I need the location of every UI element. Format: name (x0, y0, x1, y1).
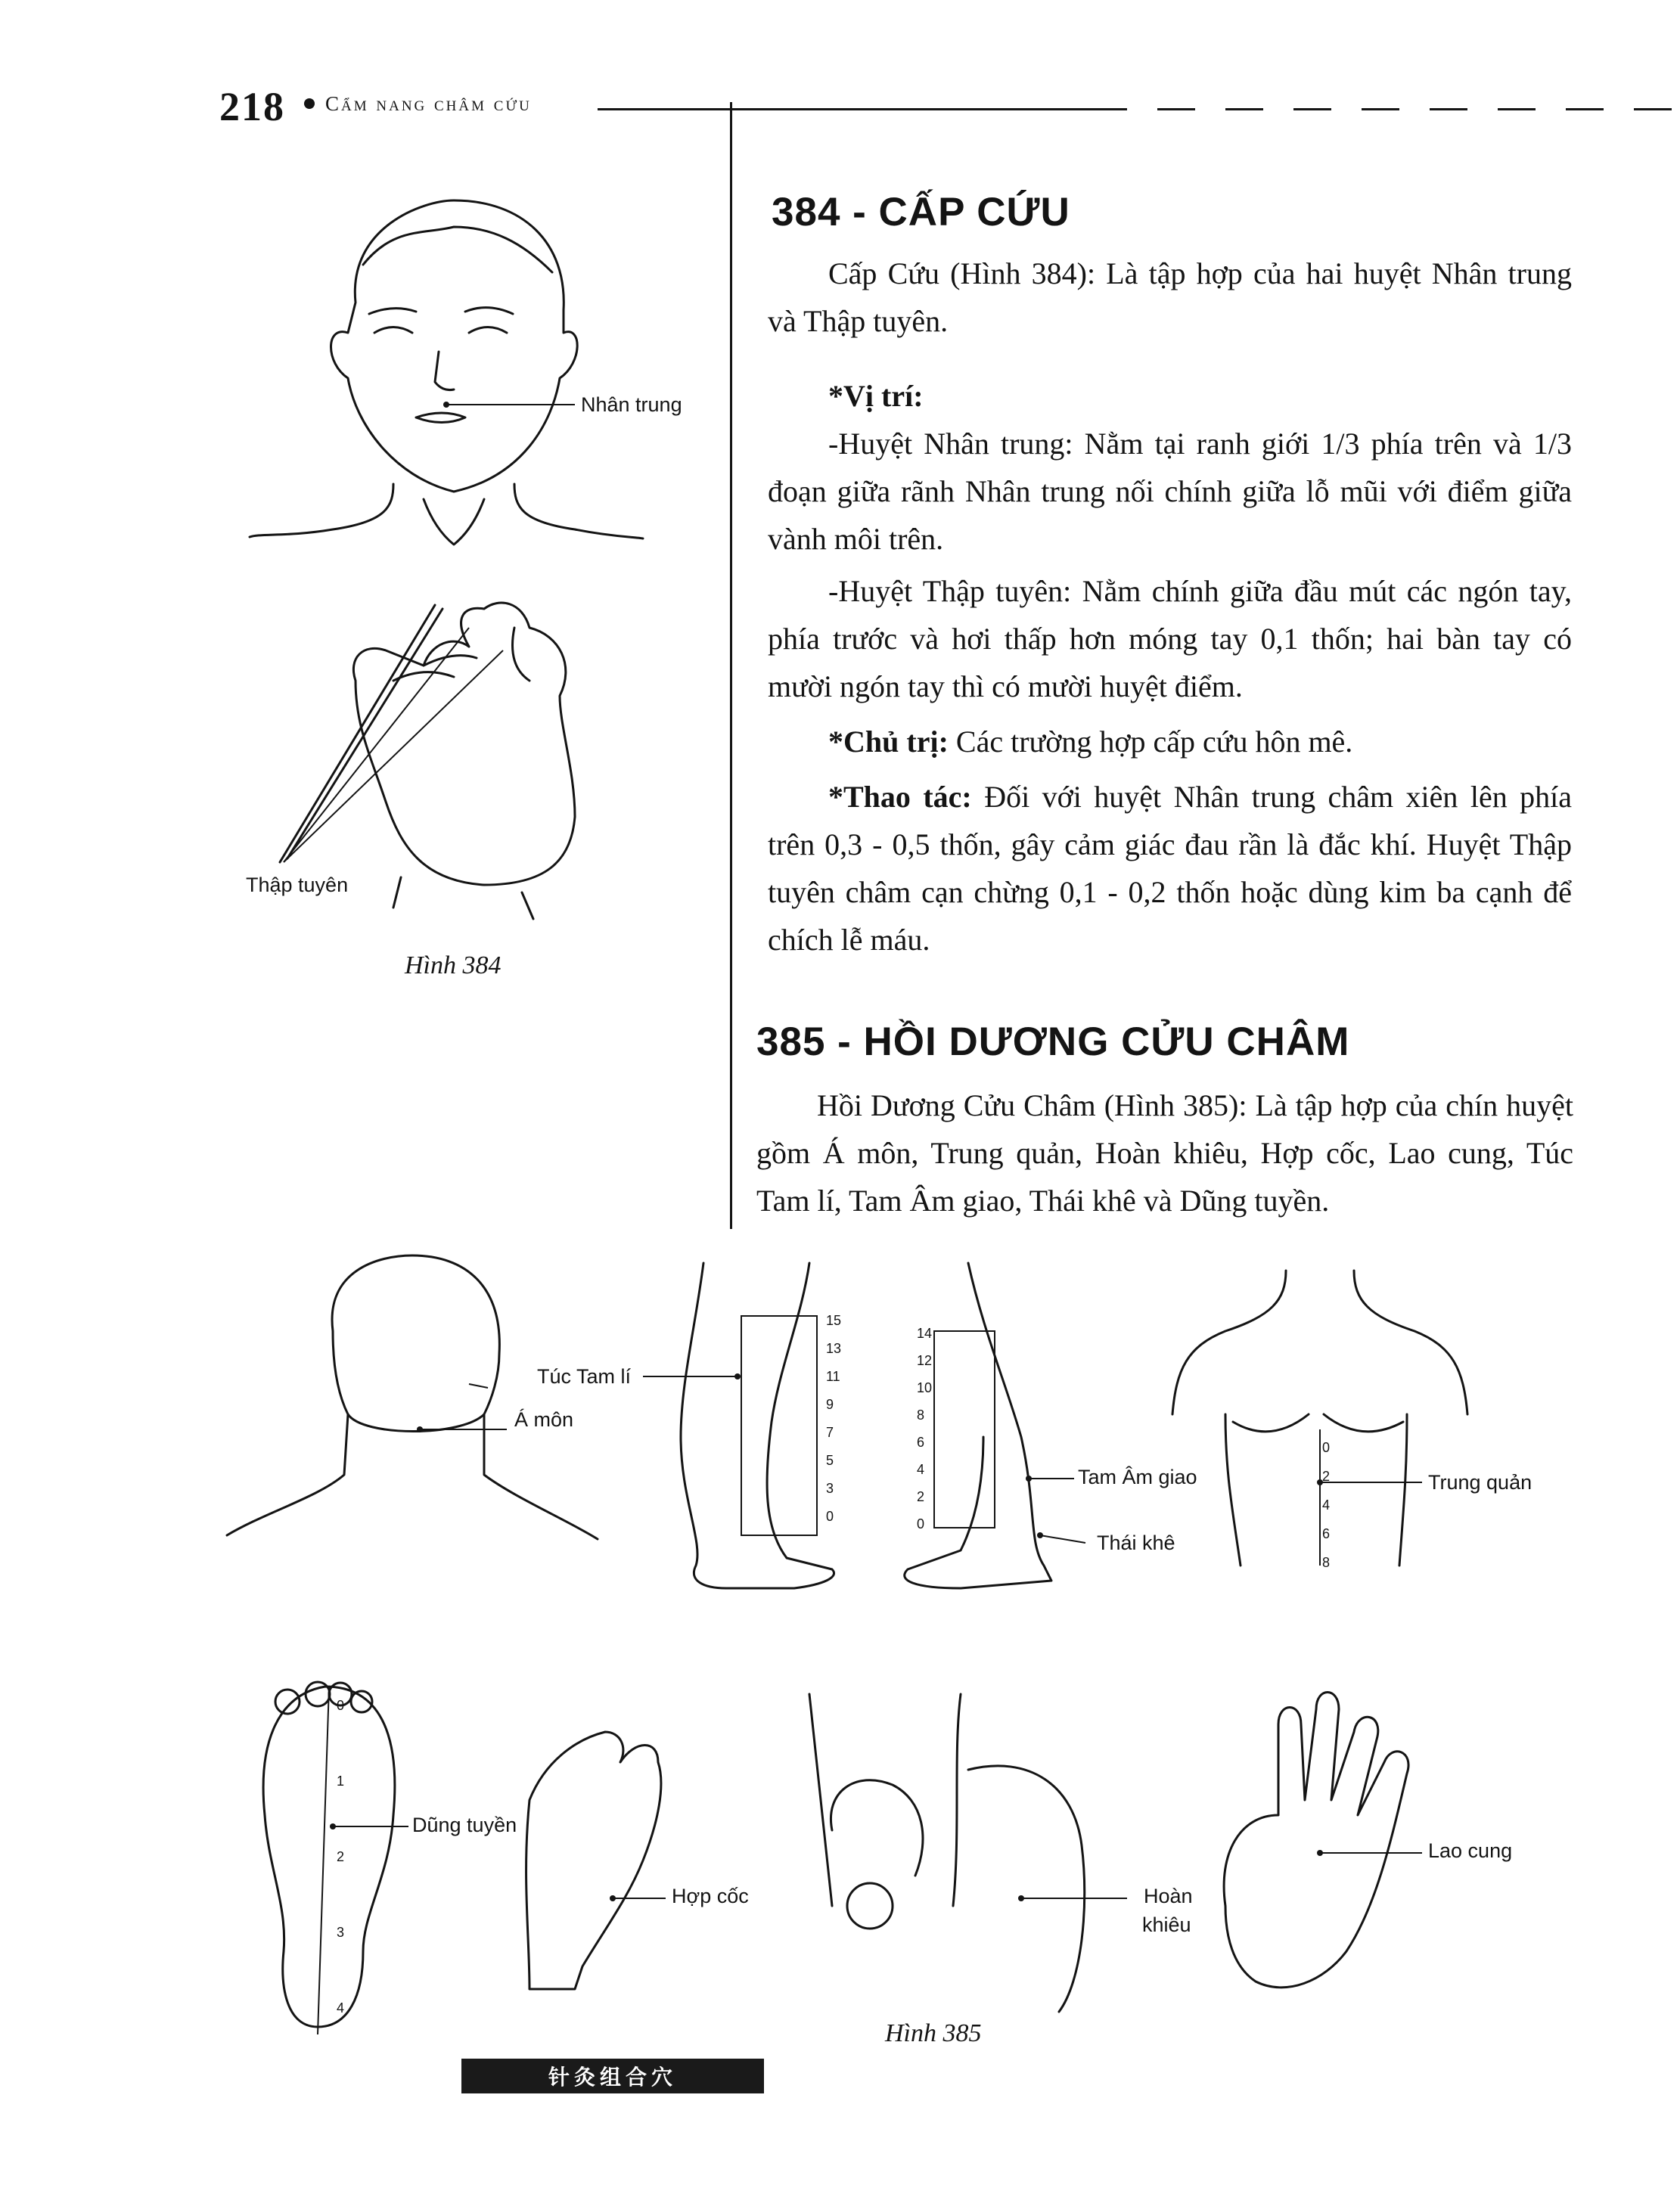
location-label: *Vị trí: (828, 379, 924, 413)
hand-needle-illustration (280, 603, 575, 919)
label-hoan-khieu-line2: khiêu (1142, 1913, 1191, 1936)
scale-leg-2-tick: 8 (917, 1407, 925, 1423)
face-illustration (250, 200, 643, 545)
chinese-stamp: 针灸组合穴 (461, 2059, 764, 2093)
scale-leg-2 (917, 1320, 932, 1538)
palm-illustration (1224, 1693, 1422, 1988)
pelvis-illustration (809, 1694, 1127, 2012)
scale-foot-tick: 2 (337, 1849, 345, 1864)
label-nhan-trung: Nhân trung (581, 393, 682, 416)
location-nhan-trung: -Huyệt Nhân trung: Nằm tại ranh giới 1/3 phía trên và 1/3 đoạn giữa rãnh Nhân trung nối chính giữa lỗ mũi với điểm giữa vành môi trên. (768, 427, 1572, 556)
head-back-illustration (227, 1255, 598, 1539)
scale-leg-1-tick: 5 (826, 1453, 834, 1468)
label-dung-tuyen: Dũng tuyền (412, 1814, 517, 1836)
label-hop-coc: Hợp cốc (672, 1885, 749, 1907)
scale-foot (337, 1668, 344, 2046)
label-tuc-tam-li: Túc Tam lí (537, 1365, 632, 1388)
scale-abdomen-tick: 4 (1322, 1497, 1331, 1513)
label-tam-am-giao: Tam Âm giao (1078, 1466, 1197, 1488)
scale-leg-2-tick: 14 (917, 1326, 933, 1341)
leg-1-illustration (643, 1263, 834, 1588)
technique-label: *Thao tác: (828, 780, 972, 814)
scale-leg-2-tick: 2 (917, 1489, 925, 1504)
label-thai-khe: Thái khê (1097, 1532, 1175, 1554)
scale-leg-2-tick: 4 (917, 1462, 925, 1477)
scale-leg-2-tick: 6 (917, 1435, 925, 1450)
indication-text: Các trường hợp cấp cứu hôn mê. (955, 725, 1353, 759)
scale-leg-1-tick: 9 (826, 1397, 834, 1412)
label-trung-quan: Trung quản (1428, 1471, 1532, 1494)
scale-leg-1-tick: 7 (826, 1425, 834, 1440)
section-384-title: 384 - CẤP CỨU (772, 190, 1070, 234)
scale-leg-1-tick: 3 (826, 1481, 834, 1496)
scale-leg-1-tick: 15 (826, 1313, 842, 1328)
hand-hopcoc-illustration (526, 1732, 666, 1989)
scale-leg-1-tick: 0 (826, 1509, 834, 1524)
section-385-intro: Hồi Dương Cửu Châm (Hình 385): Là tập hợp của chín huyệt gồm Á môn, Trung quản, Hoàn khiêu, Hợp cốc, Lao cung, Túc Tam lí, Tam Âm giao, Thái khê và Dũng tuyền. (756, 1088, 1573, 1218)
label-thap-tuyen: Thập tuyên (246, 874, 349, 896)
scale-abdomen-tick: 2 (1322, 1469, 1331, 1484)
torso-illustration (1172, 1271, 1467, 1566)
section-385-title: 385 - HỒI DƯƠNG CỬU CHÂM (756, 1019, 1350, 1064)
scale-abdomen-tick: 8 (1322, 1555, 1331, 1570)
technique-text: Đối với huyệt Nhân trung châm xiên lên phía trên 0,3 - 0,5 thốn, gây cảm giác đau rần là đắc khí. Huyệt Thập tuyên châm cạn chừng 0,1 - 0,2 thốn hoặc dùng kim ba cạnh để chích lễ máu. (768, 780, 1573, 957)
label-hoan-khieu-line1: Hoàn (1144, 1885, 1193, 1907)
label-a-mon: Á môn (514, 1408, 574, 1431)
section-384-intro: Cấp Cứu (Hình 384): Là tập hợp của hai huyệt Nhân trung và Thập tuyên. (768, 256, 1572, 338)
scale-foot-tick: 0 (337, 1698, 345, 1713)
book-title: Cẩm nang châm cứu (325, 92, 532, 115)
scale-leg-2-tick: 0 (917, 1516, 925, 1532)
scale-abdomen (1322, 1433, 1330, 1577)
scale-leg-1-tick: 11 (826, 1369, 840, 1384)
figure-384-caption: Hình 384 (405, 951, 502, 979)
location-thap-tuyen: -Huyệt Thập tuyên: Nằm chính giữa đầu mút các ngón tay, phía trước và hơi thấp hơn móng tay 0,1 thốn; hai bàn tay có mười ngón tay thì có mười huyệt điểm. (768, 574, 1572, 703)
scale-foot-tick: 1 (337, 1774, 345, 1789)
label-lao-cung: Lao cung (1428, 1839, 1513, 1862)
scale-foot-tick: 3 (337, 1925, 345, 1940)
scale-leg-1-tick: 13 (826, 1341, 842, 1356)
scale-leg-2-tick: 12 (917, 1353, 933, 1368)
scale-leg-2-tick: 10 (917, 1380, 933, 1395)
scale-foot-tick: 4 (337, 2000, 345, 2016)
figure-385-caption: Hình 385 (885, 2019, 982, 2047)
indication-label: *Chủ trị: (828, 725, 949, 759)
scale-abdomen-tick: 0 (1322, 1440, 1331, 1455)
scale-leg-1 (826, 1307, 841, 1531)
scale-abdomen-tick: 6 (1322, 1526, 1331, 1541)
page-number: 218 (219, 84, 285, 129)
